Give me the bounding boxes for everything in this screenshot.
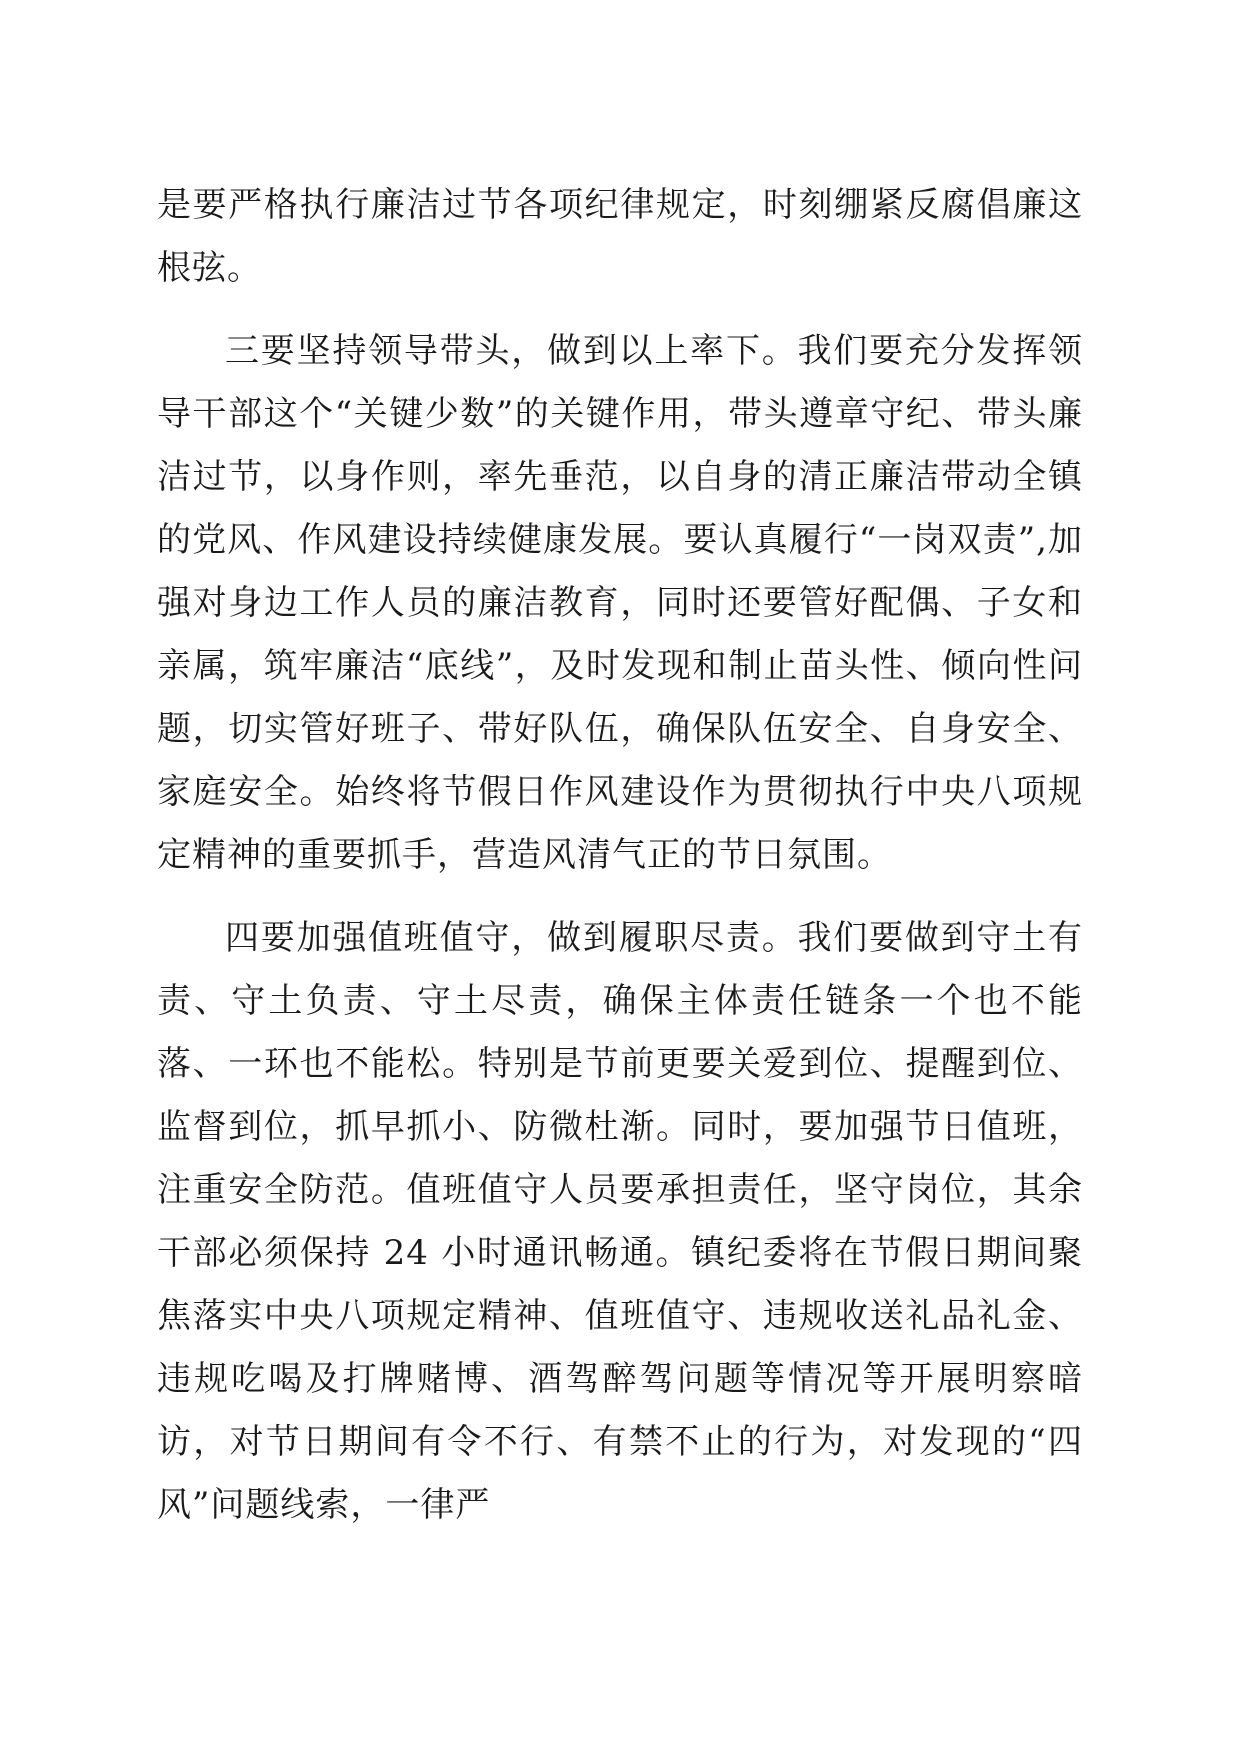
paragraph-leadership: 三要坚持领导带头，做到以上率下。我们要充分发挥领导干部这个“关键少数”的关键作用，带头遵章守纪、带头廉洁过节，以身作则，率先垂范，以自身的清正廉洁带动全镇的党风、作风建设持续健康发展。要认真履行“一岗双责”,加强对身边工作人员的廉洁教育，同时还要管好配偶、子女和亲属，筑牢廉洁“底线”，及时发现和制止苗头性、倾向性问题，切实管好班子、带好队伍，确保队伍安全、自身安全、家庭安全。始终将节假日作风建设作为贯彻执行中央八项规定精神的重要抓手，营造风清气正的节日氛围。 (157, 331, 1083, 875)
document-body (157, 174, 1083, 1537)
paragraph-continuation: 是要严格执行廉洁过节各项纪律规定，时刻绷紧反腐倡廉这根弦。 (157, 185, 1083, 288)
paragraph-duty: 四要加强值班值守，做到履职尽责。我们要做到守土有责、守土负责、守土尽责，确保主体责任链条一个也不能落、一环也不能松。特别是节前更要关爱到位、提醒到位、监督到位，抓早抓小、防微杜渐。同时，要加强节日值班，注重安全防范。值班值守人员要承担责任，坚守岗位，其余干部必须保持 24 小时通讯畅通。镇纪委将在节假日期间聚焦落实中央八项规定精神、值班值守、违规收送礼品礼金、违规吃喝及打牌赌博、酒驾醉驾问题等情况等开展明察暗访，对节日期间有令不行、有禁不止的行为，对发现的“四风”问题线索，一律严 (157, 918, 1083, 1525)
